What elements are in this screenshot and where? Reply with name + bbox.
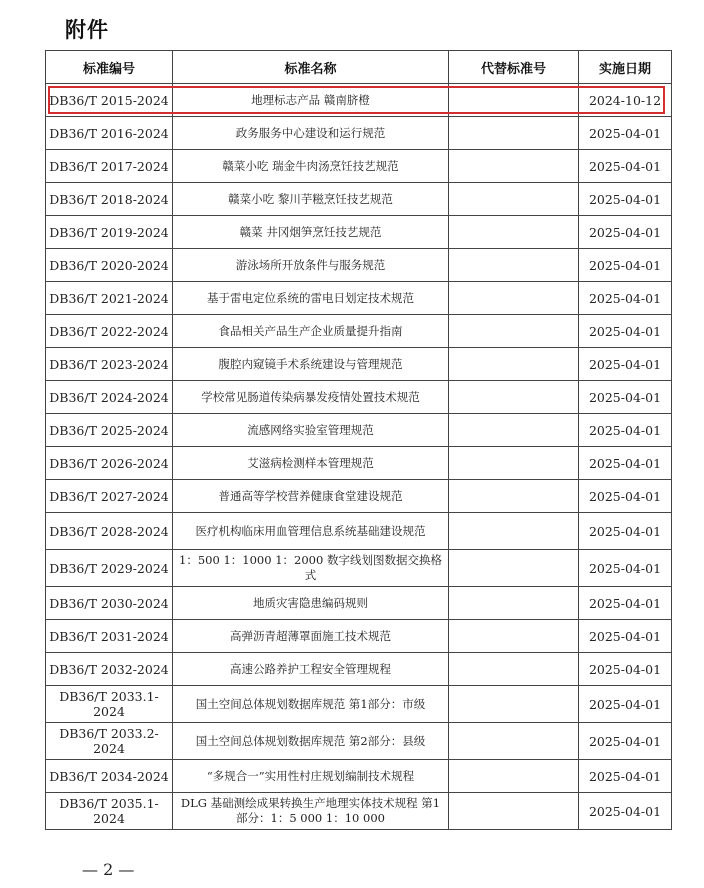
implementation-date-cell: 2025-04-01 <box>579 381 672 414</box>
standard-code-cell: DB36/T 2023-2024 <box>46 348 173 381</box>
implementation-date-cell: 2025-04-01 <box>579 447 672 480</box>
standard-name-cell: 普通高等学校营养健康食堂建设规范 <box>173 480 449 513</box>
standard-name-cell: 腹腔内窥镜手术系统建设与管理规范 <box>173 348 449 381</box>
replaced-standard-cell <box>449 550 579 587</box>
table-row <box>46 348 672 381</box>
replaced-standard-cell <box>449 620 579 653</box>
standard-name-cell: 赣菜 井冈烟笋烹饪技艺规范 <box>173 216 449 249</box>
replaced-standard-cell <box>449 216 579 249</box>
standard-code-cell: DB36/T 2017-2024 <box>46 150 173 183</box>
implementation-date-cell: 2025-04-01 <box>579 760 672 793</box>
standard-code-cell: DB36/T 2015-2024 <box>46 84 173 117</box>
replaced-standard-cell <box>449 282 579 315</box>
replaced-standard-cell <box>449 84 579 117</box>
implementation-date-cell: 2025-04-01 <box>579 686 672 723</box>
table-row <box>46 447 672 480</box>
replaced-standard-cell <box>449 315 579 348</box>
page-number: — 2 — <box>82 860 135 879</box>
table-row <box>46 513 672 550</box>
header-implementation-date: 实施日期 <box>579 51 672 84</box>
table-row <box>46 249 672 282</box>
standard-name-cell: 1：500 1：1000 1：2000 数字线划图数据交换格式 <box>173 550 449 587</box>
replaced-standard-cell <box>449 249 579 282</box>
standard-code-cell: DB36/T 2016-2024 <box>46 117 173 150</box>
standard-name-cell: 食品相关产品生产企业质量提升指南 <box>173 315 449 348</box>
standard-code-cell: DB36/T 2019-2024 <box>46 216 173 249</box>
standard-code-cell: DB36/T 2028-2024 <box>46 513 173 550</box>
standard-name-cell: DLG 基础测绘成果转换生产地理实体技术规程 第1部分：1：5 000 1：10 000 <box>173 793 449 830</box>
standard-name-cell: 高速公路养护工程安全管理规程 <box>173 653 449 686</box>
replaced-standard-cell <box>449 513 579 550</box>
table-row <box>46 620 672 653</box>
implementation-date-cell: 2025-04-01 <box>579 282 672 315</box>
implementation-date-cell: 2025-04-01 <box>579 117 672 150</box>
implementation-date-cell: 2025-04-01 <box>579 723 672 760</box>
header-standard-name: 标准名称 <box>173 51 449 84</box>
implementation-date-cell: 2025-04-01 <box>579 348 672 381</box>
implementation-date-cell: 2025-04-01 <box>579 480 672 513</box>
standard-name-cell: 地理标志产品 赣南脐橙 <box>173 84 449 117</box>
replaced-standard-cell <box>449 480 579 513</box>
standard-code-cell: DB36/T 2025-2024 <box>46 414 173 447</box>
implementation-date-cell: 2025-04-01 <box>579 550 672 587</box>
implementation-date-cell: 2025-04-01 <box>579 216 672 249</box>
header-replaced-standard: 代替标准号 <box>449 51 579 84</box>
implementation-date-cell: 2025-04-01 <box>579 183 672 216</box>
replaced-standard-cell <box>449 686 579 723</box>
table-row <box>46 723 672 760</box>
table-header-row <box>46 51 672 84</box>
replaced-standard-cell <box>449 447 579 480</box>
table-row <box>46 793 672 830</box>
header-standard-code: 标准编号 <box>46 51 173 84</box>
standard-code-cell: DB36/T 2032-2024 <box>46 653 173 686</box>
replaced-standard-cell <box>449 587 579 620</box>
replaced-standard-cell <box>449 381 579 414</box>
table-row <box>46 414 672 447</box>
implementation-date-cell: 2025-04-01 <box>579 414 672 447</box>
implementation-date-cell: 2024-10-12 <box>579 84 672 117</box>
table-row <box>46 381 672 414</box>
standard-code-cell: DB36/T 2022-2024 <box>46 315 173 348</box>
implementation-date-cell: 2025-04-01 <box>579 620 672 653</box>
table-row <box>46 587 672 620</box>
standard-code-cell: DB36/T 2033.2-2024 <box>46 723 173 760</box>
standard-name-cell: 流感网络实验室管理规范 <box>173 414 449 447</box>
table-row <box>46 653 672 686</box>
implementation-date-cell: 2025-04-01 <box>579 315 672 348</box>
table-row <box>46 480 672 513</box>
standard-code-cell: DB36/T 2021-2024 <box>46 282 173 315</box>
standard-code-cell: DB36/T 2030-2024 <box>46 587 173 620</box>
implementation-date-cell: 2025-04-01 <box>579 587 672 620</box>
replaced-standard-cell <box>449 183 579 216</box>
table-row <box>46 216 672 249</box>
standard-code-cell: DB36/T 2020-2024 <box>46 249 173 282</box>
standard-name-cell: 艾滋病检测样本管理规范 <box>173 447 449 480</box>
replaced-standard-cell <box>449 150 579 183</box>
standard-name-cell: “多规合一”实用性村庄规划编制技术规程 <box>173 760 449 793</box>
standard-code-cell: DB36/T 2029-2024 <box>46 550 173 587</box>
implementation-date-cell: 2025-04-01 <box>579 513 672 550</box>
table-row <box>46 150 672 183</box>
replaced-standard-cell <box>449 653 579 686</box>
table-row <box>46 760 672 793</box>
standard-name-cell: 赣菜小吃 瑞金牛肉汤烹饪技艺规范 <box>173 150 449 183</box>
attachment-title: 附件 <box>65 18 109 42</box>
table-row <box>46 686 672 723</box>
standard-code-cell: DB36/T 2024-2024 <box>46 381 173 414</box>
replaced-standard-cell <box>449 723 579 760</box>
standard-name-cell: 国土空间总体规划数据库规范 第2部分：县级 <box>173 723 449 760</box>
standard-code-cell: DB36/T 2034-2024 <box>46 760 173 793</box>
table-body <box>46 84 672 830</box>
replaced-standard-cell <box>449 414 579 447</box>
standard-name-cell: 游泳场所开放条件与服务规范 <box>173 249 449 282</box>
standard-name-cell: 基于雷电定位系统的雷电日划定技术规范 <box>173 282 449 315</box>
replaced-standard-cell <box>449 760 579 793</box>
standard-code-cell: DB36/T 2035.1-2024 <box>46 793 173 830</box>
standard-name-cell: 高弹沥青超薄罩面施工技术规范 <box>173 620 449 653</box>
implementation-date-cell: 2025-04-01 <box>579 249 672 282</box>
standard-name-cell: 学校常见肠道传染病暴发疫情处置技术规范 <box>173 381 449 414</box>
table-row <box>46 550 672 587</box>
standard-code-cell: DB36/T 2026-2024 <box>46 447 173 480</box>
table-row <box>46 117 672 150</box>
implementation-date-cell: 2025-04-01 <box>579 793 672 830</box>
table-row <box>46 282 672 315</box>
standard-code-cell: DB36/T 2033.1-2024 <box>46 686 173 723</box>
replaced-standard-cell <box>449 793 579 830</box>
standard-name-cell: 地质灾害隐患编码规则 <box>173 587 449 620</box>
table-row <box>46 315 672 348</box>
replaced-standard-cell <box>449 348 579 381</box>
table-row <box>46 84 672 117</box>
standard-name-cell: 政务服务中心建设和运行规范 <box>173 117 449 150</box>
standard-name-cell: 医疗机构临床用血管理信息系统基础建设规范 <box>173 513 449 550</box>
standard-code-cell: DB36/T 2027-2024 <box>46 480 173 513</box>
implementation-date-cell: 2025-04-01 <box>579 150 672 183</box>
replaced-standard-cell <box>449 117 579 150</box>
standards-table <box>45 50 672 830</box>
standard-code-cell: DB36/T 2031-2024 <box>46 620 173 653</box>
standard-name-cell: 国土空间总体规划数据库规范 第1部分：市级 <box>173 686 449 723</box>
table-row <box>46 183 672 216</box>
standard-code-cell: DB36/T 2018-2024 <box>46 183 173 216</box>
standard-name-cell: 赣菜小吃 黎川芋糍烹饪技艺规范 <box>173 183 449 216</box>
implementation-date-cell: 2025-04-01 <box>579 653 672 686</box>
